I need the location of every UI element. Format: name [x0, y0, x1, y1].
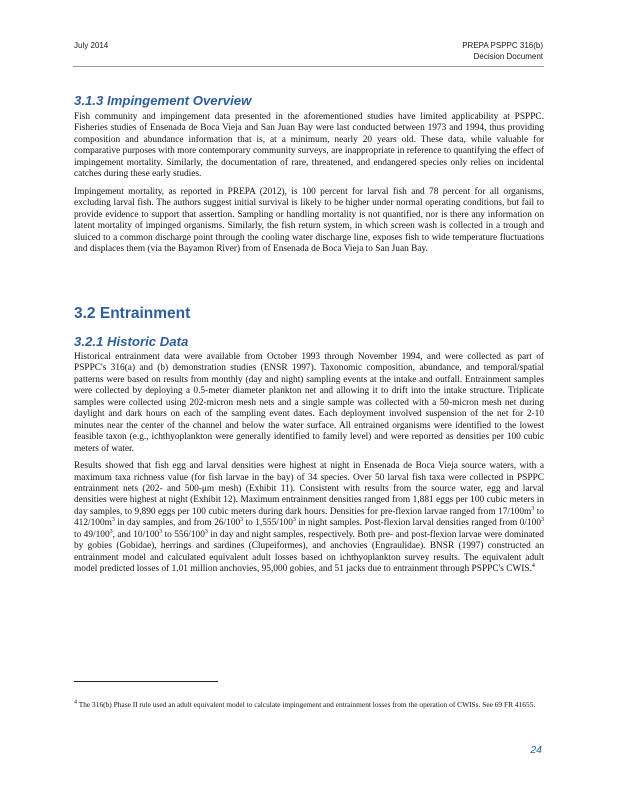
paragraph-impingement-2: Impingement mortality, as reported in PREPA (2012), is 100 percent for larval fish and 78 percent for all organisms, excluding larval fish. The authors suggest initial survival is likely to be higher under normal operating conditions, but fail to provide evidence to support that assertion. Sampling or handling mortality is not quantified, nor is there any information on latent mortality of impinged organisms. Similarly, the fish return system, in which screen wash is collected in a trough and sluiced to a common discharge point through the cooling water discharge line, exposes fish to wide temperature fluctuations and displaces them (via the Bayamon River) from of Ensenada de Boca Vieja to San Juan Bay. [74, 186, 544, 254]
results-text-a: Results showed that fish egg and larval densities were highest at night in Ensenada de Boca Vieja source waters, with a maximum taxa richness value (for fish larvae in the bay) of 34 species. Over 50 larval fish taxa were collected in PSPPC entrainment nets (202- and 500-μm mesh) (Exhibit 11). Consistent with results from the source water, egg and larval densities were highest at night (Exhibit 12). Maximum entrainment densities ranged from 1,881 eggs per 100 cubic meters in day samples, to 9,890 eggs per 100 cubic meters during dark hours. Densities for pre-flexion larvae ranged from 17/100m [74, 461, 544, 517]
superscript-3: 3 [292, 517, 296, 524]
paragraph-historic-1: Historical entrainment data were available from October 1993 through November 1994, and were collected as part of PSPPC's 316(a) and (b) demonstration studies (ENSR 1997). Taxonomic composition, abundance, and temporal/spatial patterns were based on results from monthly (day and night) sampling events at the intake and outfall. Entrainment samples were collected by deploying a 0.5-meter diameter plankton net and allowing it to drift into the intake structure. Triplicate samples were collected using 202-micron mesh nets and a single sample was collected with a 50-micron mesh net during daylight and dark hours on each of the sampling event dates. Each deployment involved suspension of the net for 2-10 minutes near the center of the channel and below the water surface. All entrained organisms were identified to the lowest feasible taxon (e.g., ichthyoplankton were generally identified to family level) and were reported as densities per 100 cubic meters of water. [74, 352, 544, 454]
results-text-b: to 412/100m [74, 506, 544, 529]
results-text-d: to 1,555/100 [243, 518, 293, 529]
heading-3-1-3: 3.1.3 Impingement Overview [74, 93, 252, 108]
section-3-1-3-body [74, 112, 544, 255]
paragraph-historic-2 [74, 461, 544, 576]
footnote-mark: 4 [74, 699, 77, 706]
superscript-3: 3 [541, 517, 545, 524]
footnote-text: The 316(b) Phase II rule used an adult equivalent model to calculate impingement and entrainment losses from the operation of CWISs. See 69 FR 41655. [77, 700, 536, 709]
footnote-4 [74, 700, 544, 710]
header-title-block [462, 40, 543, 62]
superscript-3: 3 [240, 517, 244, 524]
results-text-e: in night samples. Post-flexion larval densities ranged from 0/100 [295, 518, 542, 529]
results-text-f: to 49/100 [74, 529, 110, 540]
header-divider [73, 66, 544, 67]
results-text-h: to 556/100 [162, 529, 205, 540]
results-text-g: , and 10/100 [112, 529, 160, 540]
heading-3-2-1: 3.2.1 Historic Data [74, 334, 189, 349]
header-doc-subtitle: Decision Document [473, 52, 543, 61]
header-doc-title: PREPA PSPPC 316(b) [462, 41, 543, 50]
superscript-3: 3 [531, 505, 535, 512]
paragraph-impingement-1: Fish community and impingement data presented in the aforementioned studies have limited applicability at PSPPC. Fisheries studies of Ensenada de Boca Vieja and San Juan Bay were last conducted between 1973 and 1994, thus providing composition and abundance information that is, at a minimum, nearly 20 years old. These data, while valuable for comparative purposes with more contemporary community surveys, are inappropriate in reference to quantifying the effect of impingement mortality. Similarly, the documentation of rare, threatened, and endangered species only relies on incidental catches during these early studies. [74, 112, 544, 180]
section-3-2-1-body [74, 352, 544, 576]
results-text-c: in day samples, and from 26/100 [114, 518, 241, 529]
superscript-3: 3 [204, 528, 208, 535]
heading-3-2: 3.2 Entrainment [74, 305, 191, 322]
footnote-divider [74, 681, 218, 682]
header-date: July 2014 [74, 41, 109, 50]
superscript-3: 3 [111, 517, 115, 524]
results-text-i: in day and night samples, respectively. Both pre- and post-flexion larvae were dominated by gobies (Gobidae), herrings and sardines (Clupeiformes), and anchovies (Engraulidae). BNSR (1997) constructed an entrainment model and calculated equivalent adult losses based on ichthyoplankton survey results. The equivalent adult model predicted losses of 1.01 million anchovies, 95,000 gobies, and 51 jacks due to entrainment through PSPPC's CWIS. [74, 529, 544, 575]
page-number: 24 [530, 744, 542, 756]
superscript-3: 3 [159, 528, 163, 535]
footnote-reference-4[interactable]: 4 [531, 563, 535, 570]
superscript-3: 3 [109, 528, 113, 535]
